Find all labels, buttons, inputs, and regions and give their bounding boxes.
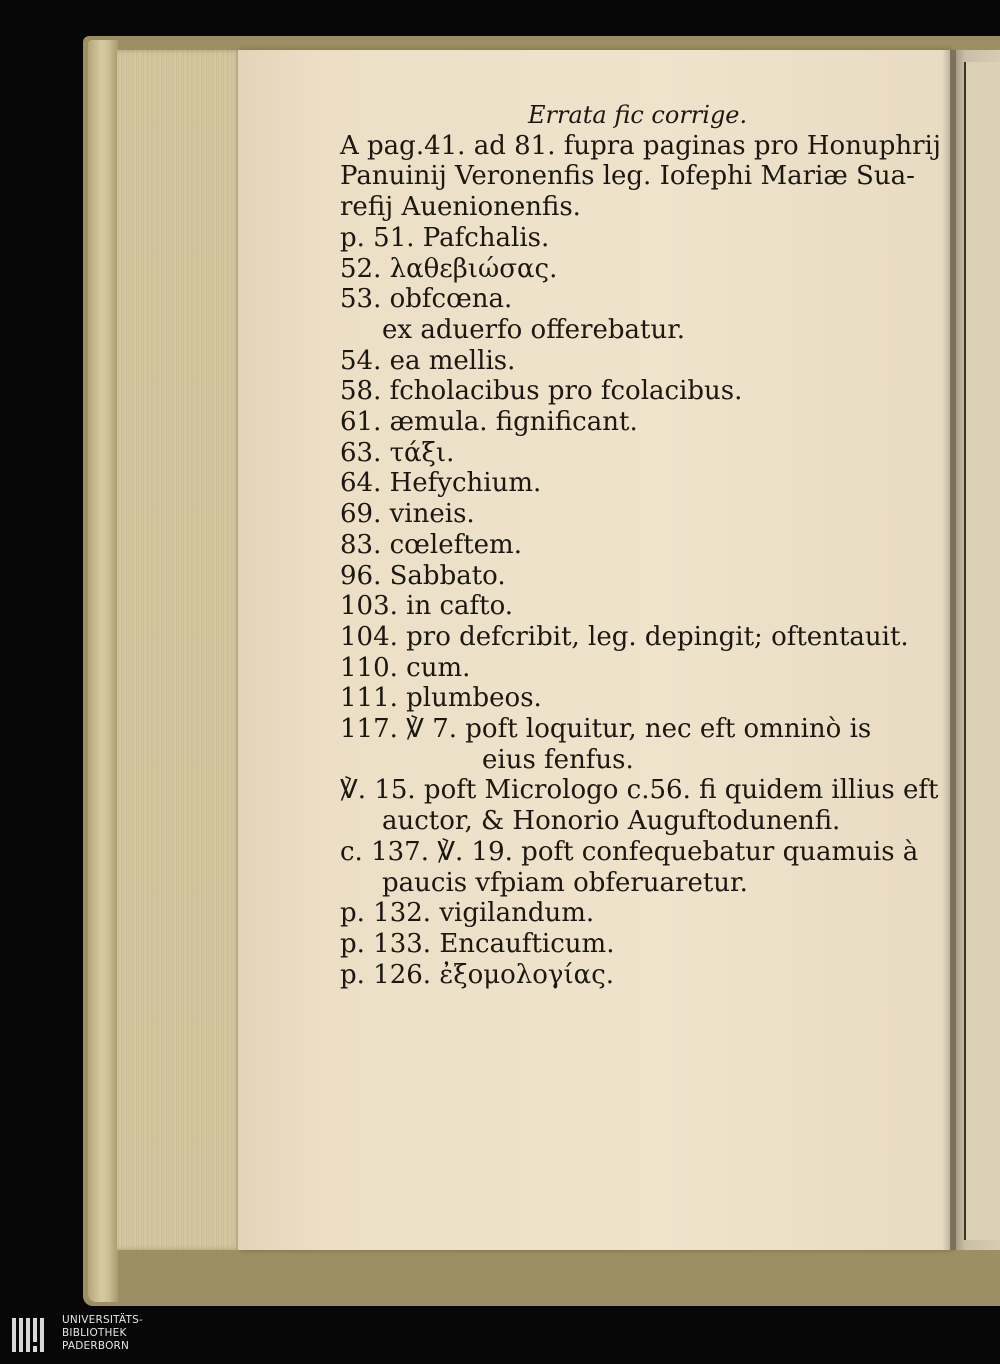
errata-line: p. 133. Encaufticum. (340, 928, 615, 959)
errata-line: 104. pro defcribit, leg. depingit; oftentauit. (340, 621, 909, 652)
errata-line: 69. vineis. (340, 499, 475, 530)
errata-line: p. 132. vigilandum. (340, 898, 595, 929)
errata-heading: Errata fic corrige. (528, 101, 748, 129)
errata-line: 52. λαθεβιώσας. (340, 253, 558, 284)
book-cover-edge (88, 40, 118, 1302)
errata-line: p. 51. Pafchalis. (340, 222, 550, 253)
errata-line: Panuinij Veronenfis leg. Iofephi Mariæ Sua- (340, 161, 915, 192)
errata-line: eius fenfus. (482, 744, 634, 775)
library-logo-text (62, 1314, 162, 1353)
errata-line: A pag.41. ad 81. fupra paginas pro Honuphrij (340, 130, 941, 161)
errata-line: 111. plumbeos. (340, 683, 542, 714)
library-logo-line: BIBLIOTHEK (62, 1327, 127, 1339)
errata-line: ex aduerfo offerebatur. (382, 314, 686, 345)
library-logo-line: UNIVERSITÄTS- (62, 1314, 143, 1326)
errata-line: 103. in cafto. (340, 591, 514, 622)
errata-line: refij Auenionenfis. (340, 192, 581, 223)
errata-line: 96. Sabbato. (340, 560, 506, 591)
library-logo-line: PADERBORN (62, 1340, 130, 1352)
gutter-shadow (942, 50, 956, 1250)
facing-page (964, 62, 1000, 1240)
page-edges (117, 50, 241, 1250)
library-logo (10, 1312, 160, 1358)
errata-line: 53. obfcœna. (340, 284, 513, 315)
errata-line: 54. ea mellis. (340, 345, 516, 376)
errata-line: 117. ℣ 7. poft loquitur, nec eft omninò is (340, 714, 872, 745)
errata-line: 61. æmula. fignificant. (340, 407, 638, 438)
errata-line: paucis vfpiam obferuaretur. (382, 867, 748, 898)
errata-line: c. 137. ℣. 19. poft confequebatur quamuis à (340, 836, 919, 867)
errata-text (340, 100, 940, 990)
errata-line: 64. Hefychium. (340, 468, 542, 499)
errata-line: 83. cœleftem. (340, 529, 522, 560)
errata-line: 58. fcholacibus pro fcolacibus. (340, 376, 743, 407)
errata-line: ℣. 15. poft Micrologo c.56. fi quidem illius eft (340, 775, 939, 806)
errata-line: 110. cum. (340, 652, 471, 683)
library-logo-icon (10, 1314, 50, 1356)
errata-line: 63. τάξι. (340, 437, 455, 468)
errata-line: auctor, & Honorio Auguftodunenfi. (382, 806, 841, 837)
errata-line: p. 126. ἐξομολογίας. (340, 959, 615, 990)
